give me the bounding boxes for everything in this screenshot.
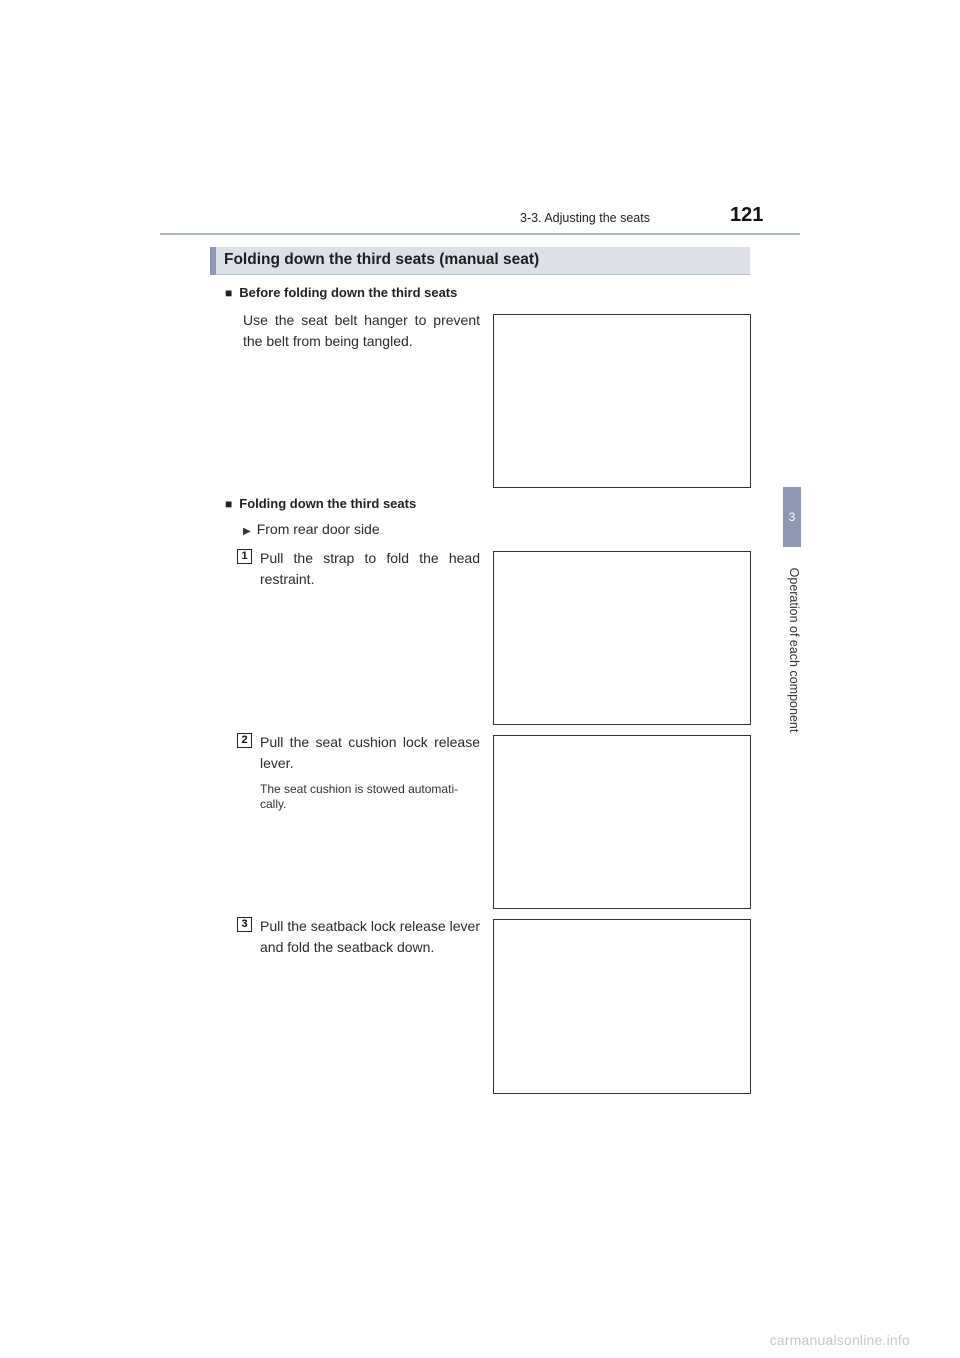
step-3-text: Pull the seatback lock release lever and fold the seatback down.: [260, 918, 480, 955]
chapter-tab: 3: [783, 487, 801, 547]
page-number: 121: [730, 204, 764, 226]
illustration-step-1: [493, 551, 751, 725]
from-rear-door-side: [243, 521, 380, 537]
chapter-section-title: 3-3. Adjusting the seats: [520, 211, 650, 225]
step-number-badge: 3: [237, 917, 252, 932]
sub-subheading: From rear door side: [256, 521, 380, 537]
illustration-seat-belt-hanger: [493, 314, 751, 488]
subheading-before-folding: Before folding down the third seats: [239, 285, 458, 300]
subheading-folding-down: Folding down the third seats: [239, 496, 417, 511]
step-2-text: Pull the seat cushion lock release lever.: [260, 734, 480, 771]
section-accent: [210, 247, 216, 275]
square-bullet-icon: ■: [225, 286, 233, 300]
step-number-badge: 2: [237, 733, 252, 748]
illustration-step-2: [493, 735, 751, 909]
folding-down-heading: [225, 495, 416, 513]
footer-watermark: carmanualsonline.info: [769, 1332, 910, 1348]
before-folding-heading: [225, 284, 457, 302]
illustration-step-3: [493, 919, 751, 1094]
step-1-text: Pull the strap to fold the head restraint.: [260, 550, 480, 587]
section-heading-bar: [210, 247, 750, 275]
before-folding-text: Use the seat belt hanger to prevent the belt from being tangled.: [243, 312, 480, 349]
header-divider: [160, 233, 800, 235]
step-number-badge: 1: [237, 549, 252, 564]
triangle-arrow-icon: ▶: [243, 526, 251, 537]
step-2-note: The seat cushion is stowed automati-cally.: [260, 782, 459, 811]
section-title: Folding down the third seats (manual seat): [224, 251, 540, 268]
square-bullet-icon: ■: [225, 497, 233, 511]
chapter-tab-label: Operation of each component: [787, 567, 801, 733]
